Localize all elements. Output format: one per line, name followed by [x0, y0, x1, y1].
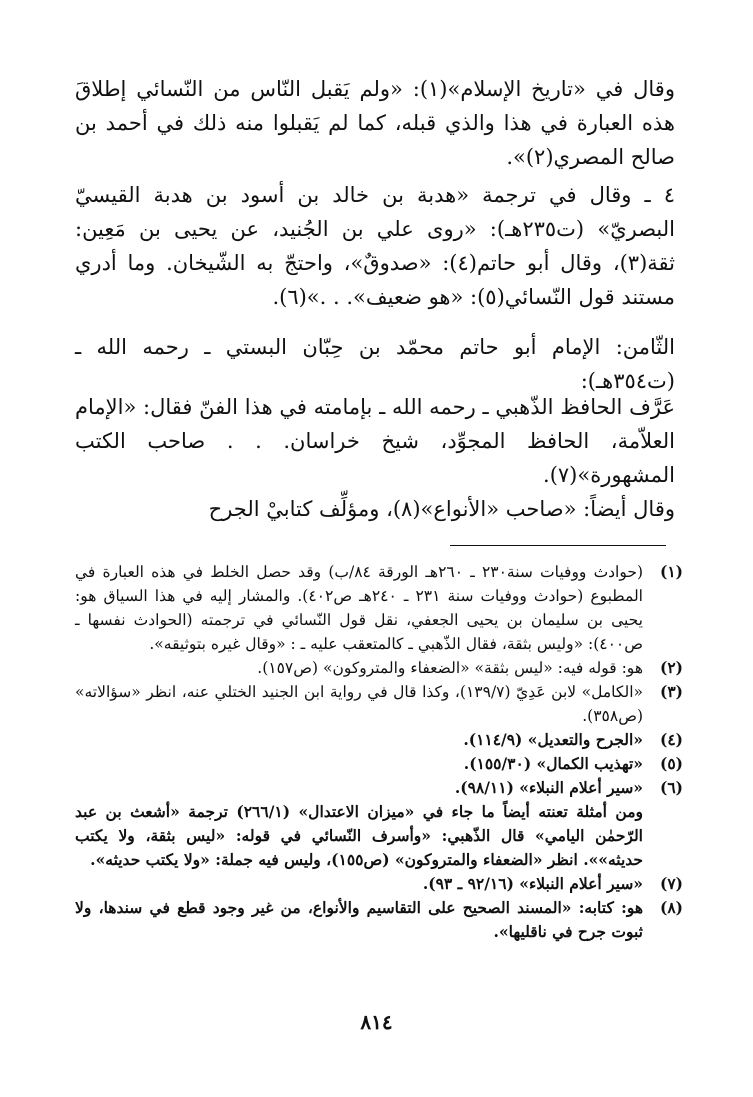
footnote-number: (٧)	[659, 874, 683, 893]
footnote-text: هو: قوله فيه: «ليس بثقة» «الضعفاء والمتروكون» (ص١٥٧).	[257, 659, 643, 677]
footnote-text: هو: كتابه: «المسند الصحيح على التقاسيم والأنواع، من غير وجود قطع في سندها، ولا ثبوت جرح في ناقليها».	[75, 898, 643, 941]
footnote-text: «الكامل» لابن عَدِيّ (١٣٩/٧)، وكذا قال في رواية ابن الجنيد الختلي عنه، انظر «سؤالاته» (ص٣٥٨).	[75, 683, 643, 725]
footnote-divider	[450, 545, 666, 546]
footnote-8	[75, 896, 683, 944]
paragraph-1: وقال في «تاريخ الإسلام»(١): «ولم يَقبل النّاس من النّسائي إطلاقَ هذه العبارة في هذا والذي قبله، كما لم يَقبلوا منه ذلك في أحمد بن صالح المصري(٢)».	[75, 77, 675, 169]
footnote-text: «سير أعلام النبلاء» (٩٨/١١).	[454, 778, 643, 797]
footnote-text: (حوادث ووفيات سنة٢٣٠ ـ ٢٦٠هـ الورقة ٨٤/ب) وقد حصل الخلط في هذه العبارة في المطبوع (حوادث ووفيات سنة ٢٣١ ـ ٢٤٠هـ ص٤٠٢). والمشار إليه في هذا السياق هو: يحيى بن سليمان بن يحيى الجعفي، نقل قول النّسائي في ترجمته (الحوادث نفسها ـ ص٤٠٠): «وليس بثقة، فقال الذّهبي ـ كالمتعقب عليه ـ : «وقال غيره بتوثيقه».	[75, 563, 644, 653]
footnote-number: (٢)	[659, 658, 683, 677]
footnote-2	[75, 656, 683, 680]
footnote-number: (٤)	[659, 730, 683, 749]
footnote-text: «الجرح والتعديل» (١١٤/٩).	[463, 730, 643, 749]
footnote-5	[75, 752, 683, 776]
paragraph-4: عَرَّف الحافظ الذّهبي ـ رحمه الله ـ بإمامته في هذا الفنّ فقال: «الإمام العلاّمة، الحافظ المجوِّد، شيخ خراسان. . . صاحب الكتب المشهورة»(٧).	[75, 395, 675, 487]
footnote-number: (٦)	[659, 778, 683, 797]
footnote-6	[75, 776, 683, 800]
footnote-6-continuation: ومن أمثلة تعنته أيضاً ما جاء في «ميزان الاعتدال» (٢٦٦/١) ترجمة «أشعث بن عبد الرّحمٰن اليامي» قال الذّهبي: «وأسرف النّسائي في قوله: «ليس بثقة، ولا يكتب حديثه»». انظر «الضعفاء والمتروكون» (ص١٥٥)، وليس فيه جملة: «ولا يكتب حديثه».	[75, 802, 643, 869]
footnotes	[75, 560, 683, 944]
footnote-1	[75, 560, 683, 656]
section-heading-paragraph: الثّامن: الإمام أبو حاتم محمّد بن حِبّان البستي ـ رحمه الله ـ (ت٣٥٤هـ):	[75, 335, 675, 393]
paragraph-5: وقال أيضاً: «صاحب «الأنواع»(٨)، ومؤلِّف كتابيْ الجرح	[208, 497, 675, 521]
page-number: ٨١٤	[360, 1010, 393, 1034]
footnote-text: «سير أعلام النبلاء» (٩٢/١٦ ـ ٩٣).	[422, 874, 643, 893]
footnote-number: (٥)	[659, 754, 683, 773]
footnote-number: (٨)	[659, 898, 683, 917]
footnote-3	[75, 680, 683, 728]
footnote-4	[75, 728, 683, 752]
footnote-7	[75, 872, 683, 896]
footnote-text: «تهذيب الكمال» (١٥٥/٣٠).	[463, 754, 643, 773]
footnote-number: (٣)	[659, 682, 683, 701]
footnote-number: (١)	[659, 562, 683, 581]
paragraph-2: ٤ ـ وقال في ترجمة «هدبة بن خالد بن أسود بن هدبة القيسيّ البصريّ» (ت٢٣٥هـ): «روى علي بن الجُنيد، عن يحيى بن مَعِين: ثقة(٣)، وقال أبو حاتم(٤): «صدوقٌ»، واحتجّ به الشّيخان. وما أدري مستند قول النّسائي(٥): «هو ضعيف». . .»(٦).	[75, 183, 675, 309]
